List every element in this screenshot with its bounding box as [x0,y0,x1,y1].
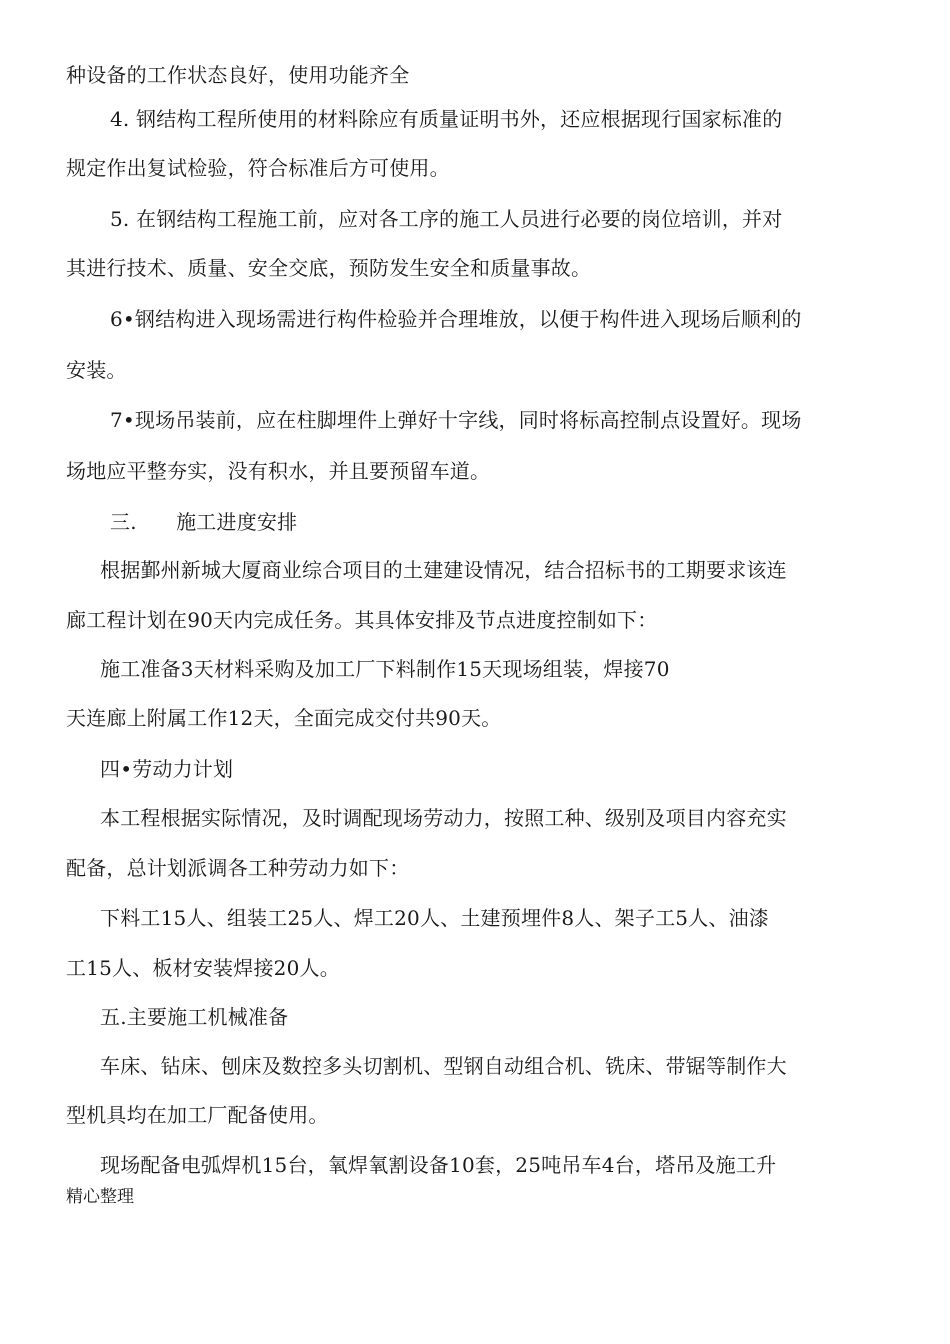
item-6-line-1: 6•钢结构进入现场需进行构件检验并合理堆放，以便于构件进入现场后顺利的 [110,307,802,331]
item-6-line-2: 安装。 [66,358,127,382]
page-footer: 精心整理 [66,1187,134,1207]
section-3-para-2-line-1: 施工准备3天材料采购及加工厂下料制作15天现场组装，焊接70 [100,657,670,681]
section-5-para-2-line-1: 现场配备电弧焊机15台，氧焊氧割设备10套，25吨吊车4台，塔吊及施工升 [100,1153,777,1177]
section-3-para-2-line-2: 天连廊上附属工作12天，全面完成交付共90天。 [66,706,502,730]
item-5-line-1: 5. 在钢结构工程施工前，应对各工序的施工人员进行必要的岗位培训，并对 [110,207,783,231]
section-3-para-1-line-1: 根据鄞州新城大厦商业综合项目的土建建设情况，结合招标书的工期要求该连 [100,558,787,582]
section-3-heading: 三. 施工进度安排 [110,510,298,534]
section-4-heading: 四•劳动力计划 [100,757,234,781]
section-4-para-1-line-2: 配备，总计划派调各工种劳动力如下： [66,856,410,880]
text-line-continuation: 种设备的工作状态良好，使用功能齐全 [66,63,410,87]
item-4-line-2: 规定作出复试检验，符合标准后方可使用。 [66,156,450,180]
section-4-para-2-line-1: 下料工15人、组装工25人、焊工20人、土建预埋件8人、架子工5人、油漆 [100,906,769,930]
item-5-line-2: 其进行技术、质量、安全交底，预防发生安全和质量事故。 [66,256,592,280]
section-3-para-1-line-2: 廊工程计划在90天内完成任务。其具体安排及节点进度控制如下： [66,608,658,632]
section-4-para-2-line-2: 工15人、板材安装焊接20人。 [66,956,340,980]
item-4-line-1: 4. 钢结构工程所使用的材料除应有质量证明书外，还应根据现行国家标准的 [110,107,783,131]
section-5-para-1-line-1: 车床、钻床、刨床及数控多头切割机、型钢自动组合机、铣床、带锯等制作大 [100,1054,787,1078]
item-7-line-1: 7•现场吊装前，应在柱脚埋件上弹好十字线，同时将标高控制点设置好。现场 [110,408,802,432]
section-4-para-1-line-1: 本工程根据实际情况，及时调配现场劳动力，按照工种、级别及项目内容充实 [100,806,787,830]
section-5-para-1-line-2: 型机具均在加工厂配备使用。 [66,1103,329,1127]
section-5-heading: 五.主要施工机械准备 [100,1005,289,1029]
item-7-line-2: 场地应平整夯实，没有积水，并且要预留车道。 [66,459,491,483]
